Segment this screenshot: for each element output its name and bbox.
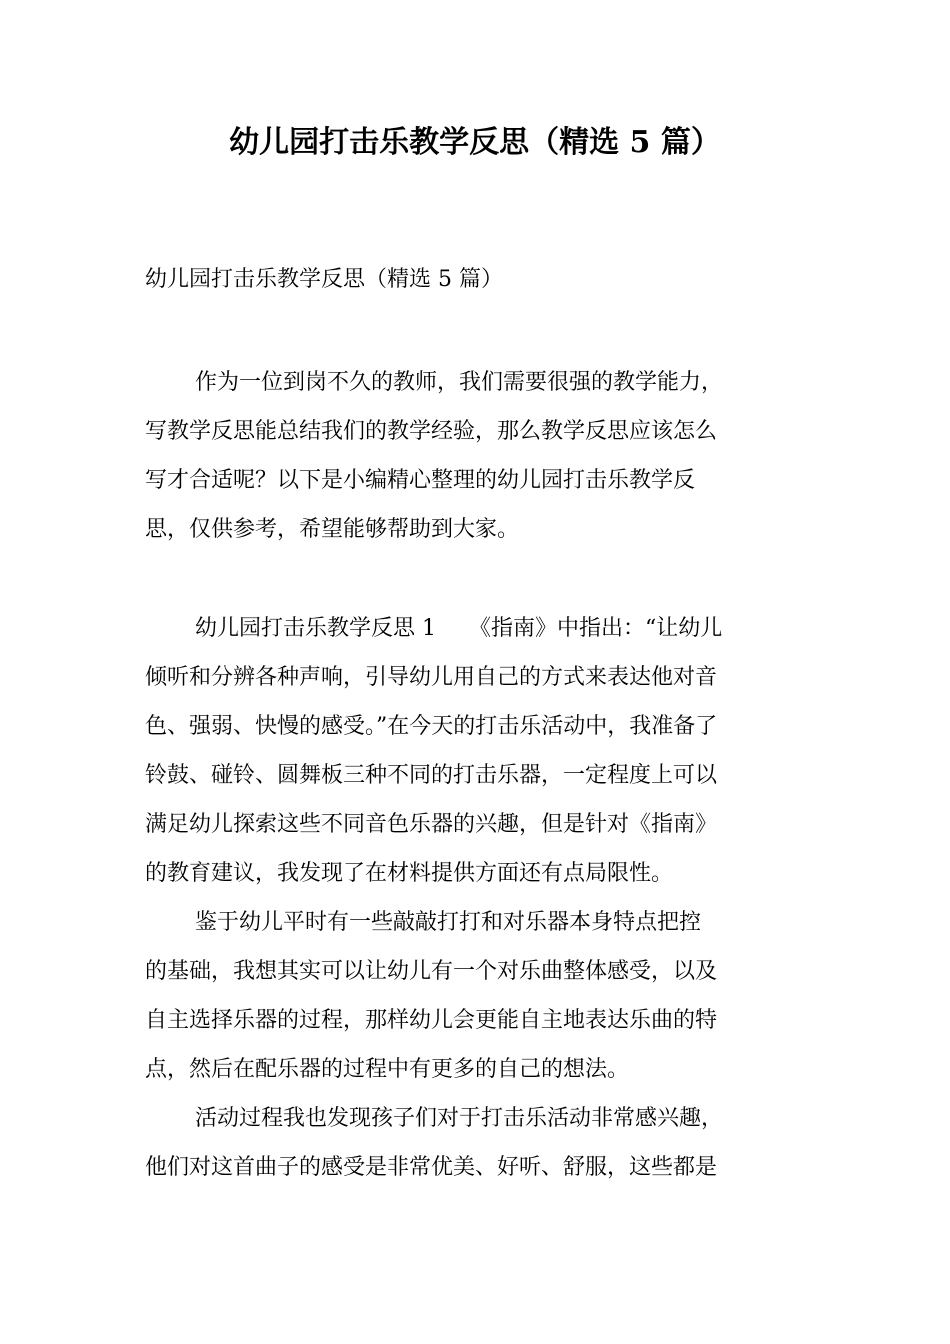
text-line: 满足幼儿探索这些不同音色乐器的兴趣，但是针对《指南》 <box>145 812 718 837</box>
text-line: 活动过程我也发现孩子们对于打击乐活动非常感兴趣， <box>195 1106 724 1131</box>
document-title: 幼儿园打击乐教学反思（精选 5 篇） <box>229 125 721 160</box>
text-line: 的教育建议，我发现了在材料提供方面还有点局限性。 <box>145 861 674 886</box>
paragraph-reflection-1 <box>145 604 810 898</box>
text-line: 自主选择乐器的过程，那样幼儿会更能自主地表达乐曲的特 <box>145 1008 718 1033</box>
text-line: 点，然后在配乐器的过程中有更多的自己的想法。 <box>145 1057 630 1082</box>
text-line: 写教学反思能总结我们的教学经验，那么教学反思应该怎么 <box>145 419 718 444</box>
document-subtitle: 幼儿园打击乐教学反思（精选 5 篇） <box>145 267 503 292</box>
text-line: 幼儿园打击乐教学反思 1 《指南》中指出：“让幼儿 <box>195 616 723 641</box>
text-line: 倾听和分辨各种声响，引导幼儿用自己的方式来表达他对音 <box>145 665 718 690</box>
paragraph-reflection-2 <box>145 898 810 1094</box>
text-line: 色、强弱、快慢的感受。”在今天的打击乐活动中，我准备了 <box>145 714 718 739</box>
paragraph-reflection-3 <box>145 1094 810 1192</box>
text-line: 鉴于幼儿平时有一些敲敲打打和对乐器本身特点把控 <box>195 910 702 935</box>
text-line: 写才合适呢？以下是小编精心整理的幼儿园打击乐教学反 <box>145 468 696 493</box>
text-line: 铃鼓、碰铃、圆舞板三种不同的打击乐器，一定程度上可以 <box>145 763 718 788</box>
text-line: 作为一位到岗不久的教师，我们需要很强的教学能力， <box>195 370 724 395</box>
text-line: 思，仅供参考，希望能够帮助到大家。 <box>145 517 520 542</box>
text-line: 他们对这首曲子的感受是非常优美、好听、舒服，这些都是 <box>145 1155 718 1180</box>
paragraph-intro <box>145 358 810 554</box>
text-line: 的基础，我想其实可以让幼儿有一个对乐曲整体感受，以及 <box>145 959 718 984</box>
